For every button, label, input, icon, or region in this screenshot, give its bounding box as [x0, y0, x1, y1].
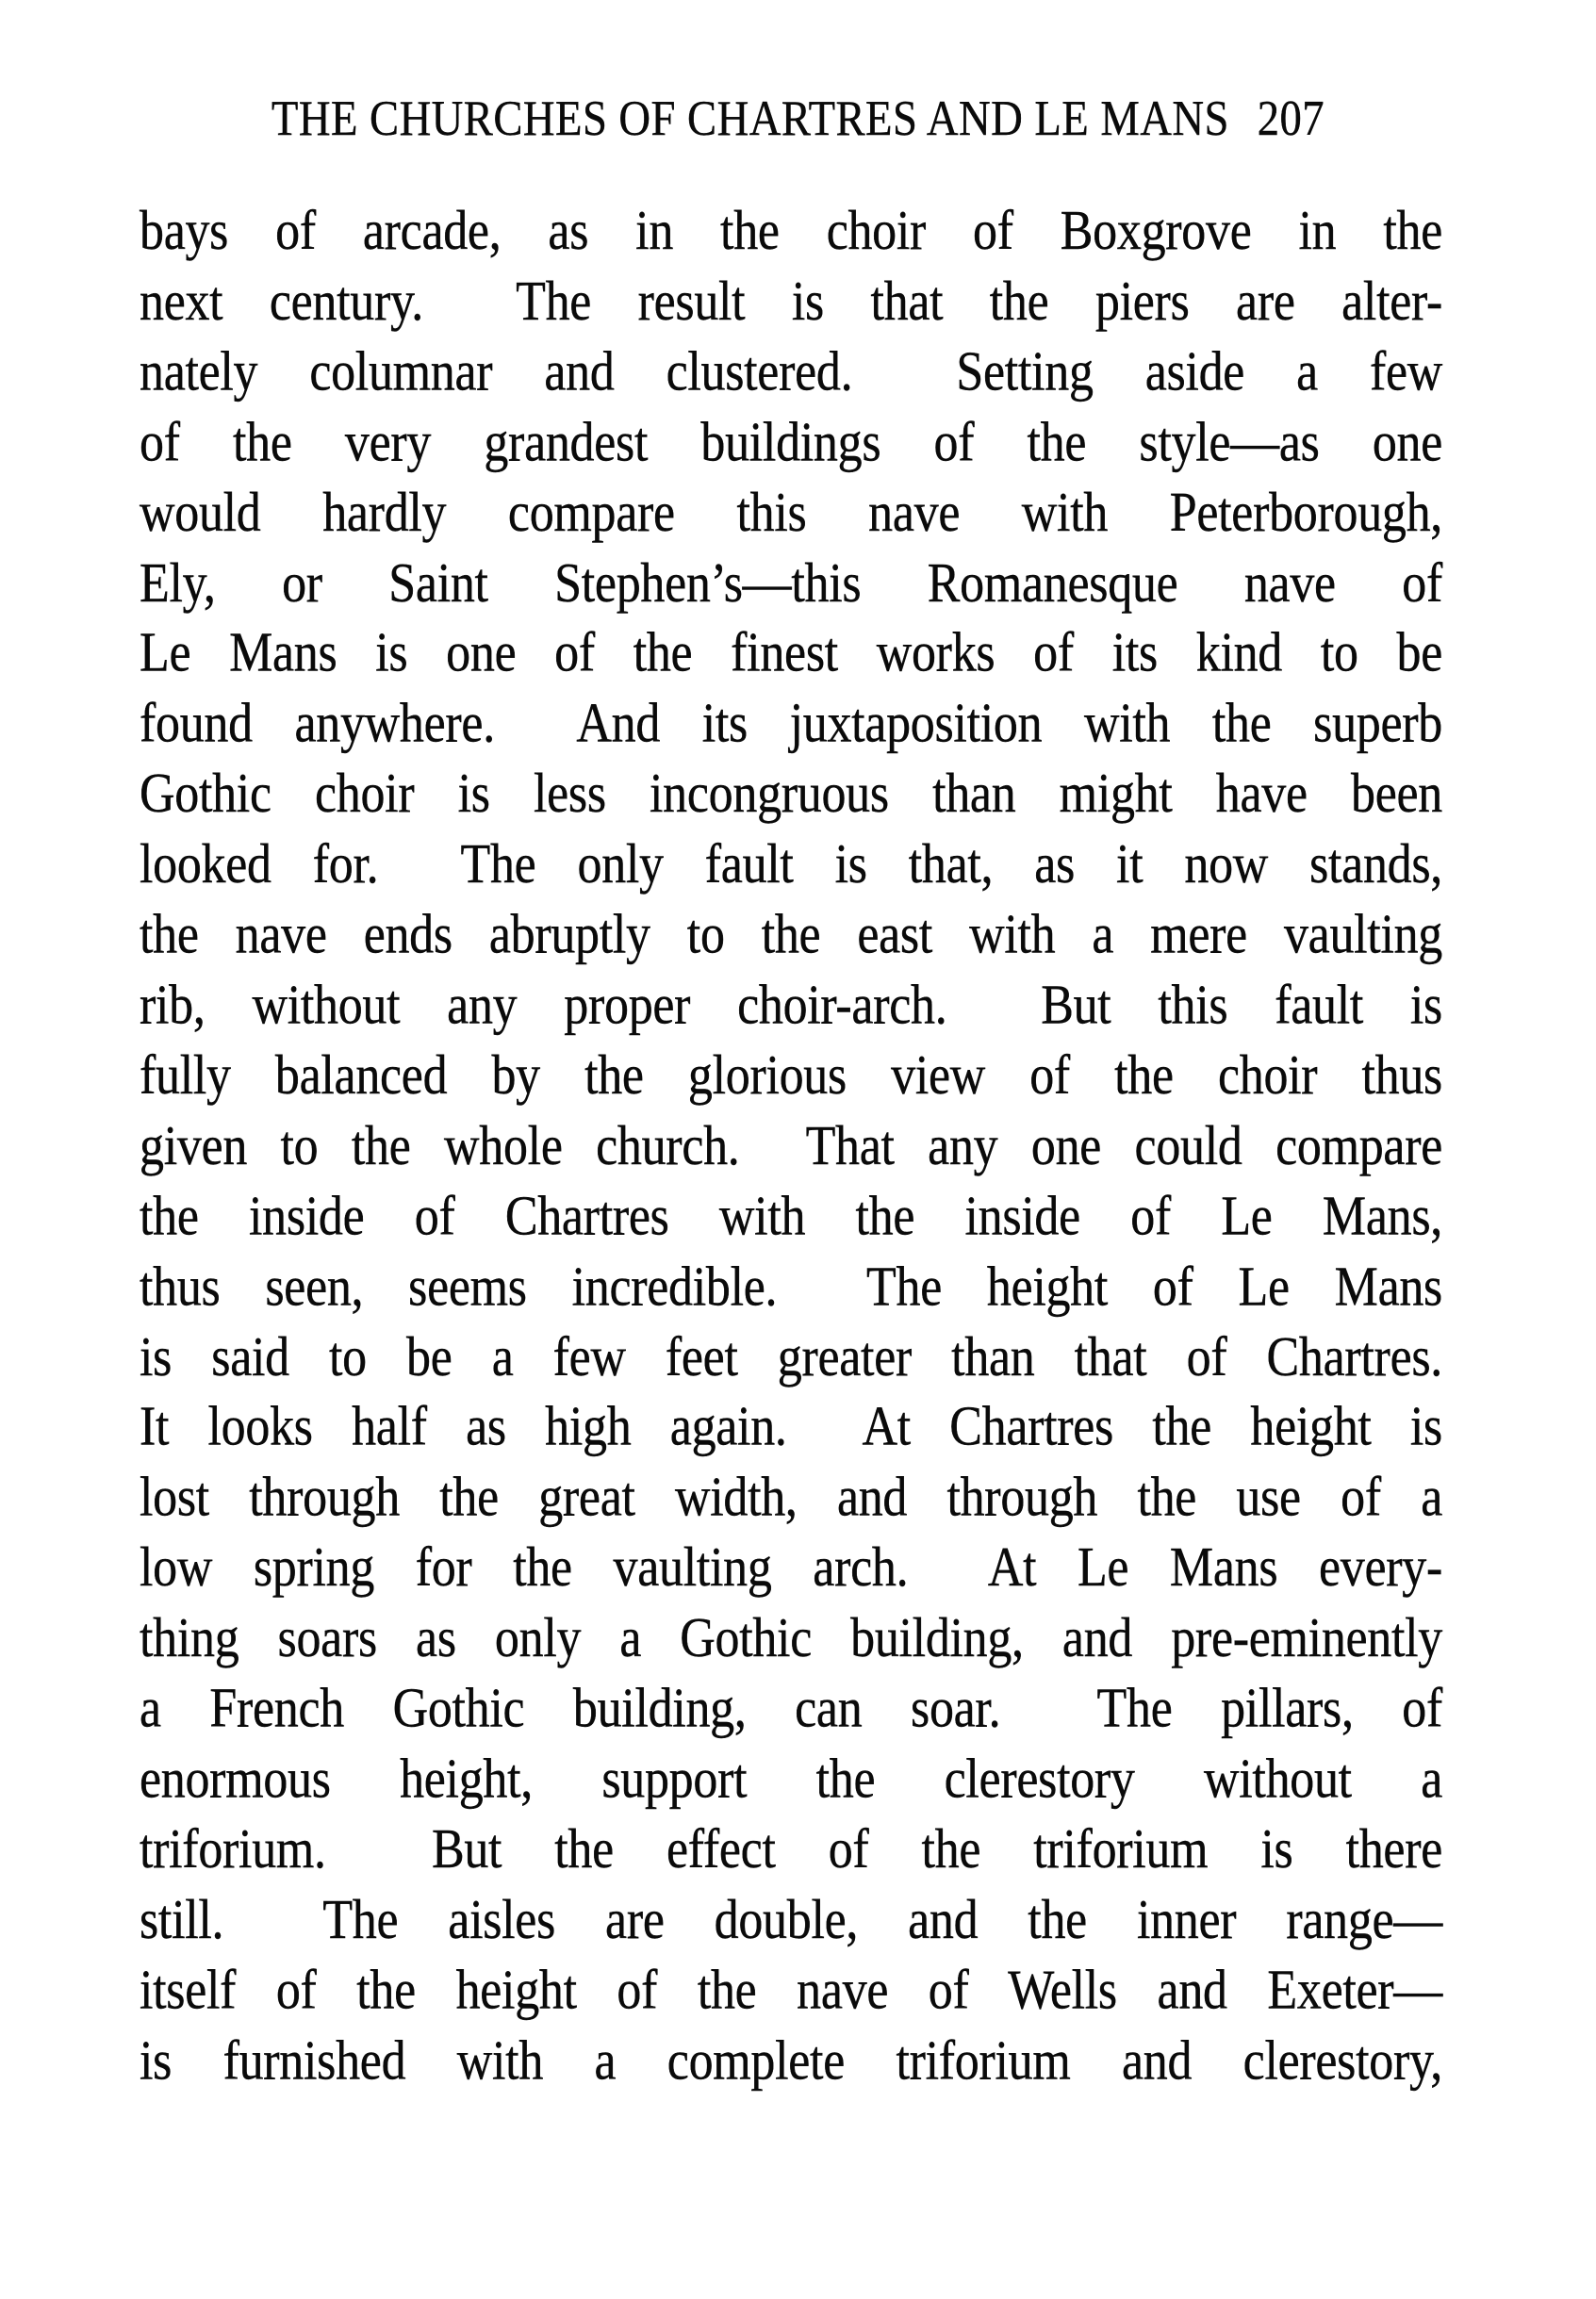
text-line: low spring for the vaulting arch. At Le Mans every-: [140, 1536, 1442, 1600]
running-header: [96, 90, 1501, 147]
text-line: is said to be a few feet greater than that of Chartres.: [140, 1325, 1442, 1388]
text-line: lost through the great width, and through the use of a: [140, 1467, 1442, 1529]
text-line: is furnished with a complete triforium and clerestory,: [140, 2029, 1442, 2092]
text-line: fully balanced by the glorious view of the choir thus: [140, 1044, 1442, 1107]
text-line: enormous height, support the clerestory without a: [140, 1748, 1442, 1811]
text-line: a French Gothic building, can soar. The pillars, of: [140, 1677, 1442, 1740]
text-line: Ely, or Saint Stephen’s—this Romanesque nave of: [140, 551, 1442, 615]
text-line: would hardly compare this nave with Peterborough,: [140, 482, 1442, 544]
text-line: found anywhere. And its juxtaposition with the superb: [140, 692, 1442, 755]
running-header-title: THE CHURCHES OF CHARTRES AND LE MANS: [271, 91, 1229, 146]
body-text: [140, 197, 1442, 2096]
text-line: nately columnar and clustered. Setting aside a few: [140, 340, 1442, 403]
text-line: of the very grandest buildings of the style—as one: [140, 411, 1442, 473]
text-line: Gothic choir is less incongruous than might have been: [140, 763, 1442, 826]
text-line: next century. The result is that the piers are alter-: [140, 271, 1442, 333]
text-line: bays of arcade, as in the choir of Boxgrove in the: [140, 200, 1442, 262]
text-line: the nave ends abruptly to the east with a mere vaulting: [140, 903, 1442, 966]
text-line: thus seen, seems incredible. The height of Le Mans: [140, 1256, 1442, 1318]
text-line: thing soars as only a Gothic building, and pre-eminently: [140, 1607, 1442, 1669]
text-line: the inside of Chartres with the inside of Le Mans,: [140, 1185, 1442, 1247]
text-line: itself of the height of the nave of Wells and Exeter—: [140, 1959, 1442, 2022]
text-line: It looks half as high again. At Chartres the height is: [140, 1396, 1442, 1458]
text-line: looked for. The only fault is that, as it now stands,: [140, 833, 1442, 895]
text-line: given to the whole church. That any one could compare: [140, 1114, 1442, 1177]
text-line: rib, without any proper choir-arch. But this fault is: [140, 974, 1442, 1037]
text-line: Le Mans is one of the finest works of its kind to be: [140, 622, 1442, 684]
text-line: still. The aisles are double, and the inner range—: [140, 1888, 1442, 1951]
page-number: 207: [1257, 91, 1325, 146]
text-line: triforium. But the effect of the triforium is there: [140, 1818, 1442, 1880]
